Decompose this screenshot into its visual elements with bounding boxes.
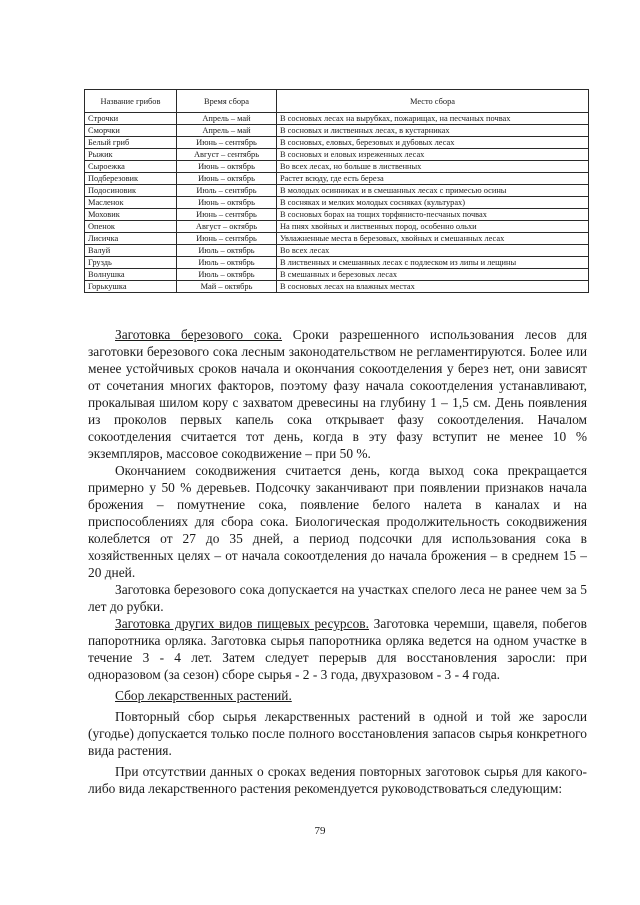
table-row xyxy=(85,245,589,257)
cell-harvest-place: На пнях хвойных и лиственных пород, особенно ольхи xyxy=(277,221,589,233)
cell-harvest-place: В сосновых и еловых изреженных лесах xyxy=(277,149,589,161)
cell-harvest-time: Июнь – октябрь xyxy=(177,161,277,173)
cell-mushroom-name: Лисичка xyxy=(85,233,177,245)
cell-harvest-time: Апрель – май xyxy=(177,125,277,137)
cell-harvest-time: Май – октябрь xyxy=(177,281,277,293)
cell-mushroom-name: Валуй xyxy=(85,245,177,257)
cell-harvest-place: В лиственных и смешанных лесах с подлеском из липы и лещины xyxy=(277,257,589,269)
table-row xyxy=(85,149,589,161)
cell-mushroom-name: Моховик xyxy=(85,209,177,221)
cell-harvest-time: Июнь – сентябрь xyxy=(177,209,277,221)
cell-mushroom-name: Горькушка xyxy=(85,281,177,293)
cell-mushroom-name: Подосиновик xyxy=(85,185,177,197)
table-row xyxy=(85,281,589,293)
table-row xyxy=(85,137,589,149)
section-birch-sap-paragraph-3: Заготовка березового сока допускается на участках спелого леса не ранее чем за 5 лет до рубки. xyxy=(88,582,587,614)
cell-harvest-time: Июнь – октябрь xyxy=(177,197,277,209)
table-row xyxy=(85,125,589,137)
header-time: Время сбора xyxy=(177,90,277,113)
table-row xyxy=(85,209,589,221)
cell-harvest-place: Во всех лесах, но больше в лиственных xyxy=(277,161,589,173)
paragraph-text: Заготовка черемши, щавеля, побегов папоротника орляка. Заготовка сырья папоротника орляка ведется на одном участке в течение 3 - 4 лет. Затем следует перерыв для восстановления заросли: при одноразовом (за сезон) сборе сырья - 2 - 3 года, двухразовом - 3 - 4 года. xyxy=(88,616,587,682)
cell-harvest-time: Август – октябрь xyxy=(177,221,277,233)
cell-harvest-place: В смешанных и березовых лесах xyxy=(277,269,589,281)
section-food-resources-paragraph xyxy=(88,615,587,683)
cell-harvest-time: Июнь – сентябрь xyxy=(177,233,277,245)
cell-harvest-place: В сосновых борах на тощих торфянисто-песчаных почвах xyxy=(277,209,589,221)
cell-mushroom-name: Белый гриб xyxy=(85,137,177,149)
cell-mushroom-name: Рыжик xyxy=(85,149,177,161)
cell-harvest-place: В сосновых лесах на вырубках, пожарищах, на песчаных почвах xyxy=(277,113,589,125)
table-row xyxy=(85,185,589,197)
table-row xyxy=(85,269,589,281)
cell-harvest-place: В сосновых лесах на влажных местах xyxy=(277,281,589,293)
cell-mushroom-name: Сыроежка xyxy=(85,161,177,173)
section-birch-sap-paragraph-1 xyxy=(88,326,587,462)
cell-harvest-place: В сосновых, еловых, березовых и дубовых лесах xyxy=(277,137,589,149)
cell-harvest-time: Июль – октябрь xyxy=(177,269,277,281)
section-birch-sap-paragraph-2: Окончанием сокодвижения считается день, когда выход сока прекращается примерно у 50 % деревьев. Подсочку заканчивают при появлении признаков начала брожения – помутнение сока, появление белого налета в каналах и на приспособлениях для сбора сока. Биологическая продолжительность сокодвижения колеблется от 27 до 35 дней, а период подсочки для использования сока в хозяйственных целях – от начала сокоотделения до начала брожения – в среднем 15 – 20 дней. xyxy=(88,463,587,580)
cell-mushroom-name: Волнушка xyxy=(85,269,177,281)
section-birch-sap-title: Заготовка березового сока. xyxy=(115,327,283,342)
cell-harvest-time: Июнь – сентябрь xyxy=(177,137,277,149)
table-row xyxy=(85,197,589,209)
cell-harvest-time: Июнь – октябрь xyxy=(177,173,277,185)
cell-mushroom-name: Строчки xyxy=(85,113,177,125)
table-header-row xyxy=(85,90,589,113)
cell-mushroom-name: Масленок xyxy=(85,197,177,209)
table-row xyxy=(85,221,589,233)
section-medicinal-paragraph-1: Повторный сбор сырья лекарственных растений в одной и той же заросли (угодье) допускается только после полного восстановления запасов сырья конкретного вида растения. xyxy=(88,709,587,758)
cell-mushroom-name: Опенок xyxy=(85,221,177,233)
cell-harvest-place: В сосновых и лиственных лесах, в кустарниках xyxy=(277,125,589,137)
cell-mushroom-name: Подберезовик xyxy=(85,173,177,185)
section-medicinal-title: Сбор лекарственных растений. xyxy=(115,688,292,703)
cell-mushroom-name: Сморчки xyxy=(85,125,177,137)
header-place: Место сбора xyxy=(277,90,589,113)
section-food-resources-title: Заготовка других видов пищевых ресурсов. xyxy=(115,616,369,631)
table-row xyxy=(85,173,589,185)
mushroom-table xyxy=(84,89,589,293)
cell-mushroom-name: Груздь xyxy=(85,257,177,269)
cell-harvest-time: Июль – октябрь xyxy=(177,257,277,269)
cell-harvest-time: Апрель – май xyxy=(177,113,277,125)
section-medicinal-paragraph-2: При отсутствии данных о сроках ведения повторных заготовок сырья для какого-либо вида лекарственного растения рекомендуется руководствоваться следующим: xyxy=(88,764,587,796)
cell-harvest-time: Июль – сентябрь xyxy=(177,185,277,197)
cell-harvest-place: Растет всюду, где есть береза xyxy=(277,173,589,185)
header-name: Название грибов xyxy=(85,90,177,113)
body-text xyxy=(88,326,587,797)
cell-harvest-place: Во всех лесах xyxy=(277,245,589,257)
paragraph-text: Сроки разрешенного использования лесов для заготовки березового сока лесным законодательством не регламентируются. Более или менее устойчивых сроков начала и окончания сокоотделения у берез нет, они зависят от сочетания многих факторов, поэтому фазу начала сокоотделения устанавливают, прокалывая шилом кору с захватом древесины на глубину 1 – 1,5 см. День появления из проколов первых капель сока открывает фазу сокоотделения. Началом сокоотделения считается тот день, когда в эту фазу вступит не менее 10 % экземпляров, массовое сокодвижение – при 50 %. xyxy=(88,327,587,461)
table-row xyxy=(85,257,589,269)
table-row xyxy=(85,113,589,125)
table-row xyxy=(85,233,589,245)
cell-harvest-place: В молодых осинниках и в смешанных лесах с примесью осины xyxy=(277,185,589,197)
cell-harvest-time: Август – сентябрь xyxy=(177,149,277,161)
cell-harvest-place: Увлажненные места в березовых, хвойных и смешанных лесах xyxy=(277,233,589,245)
cell-harvest-time: Июль – октябрь xyxy=(177,245,277,257)
section-medicinal-title-line xyxy=(88,687,587,704)
page-number: 79 xyxy=(314,825,326,837)
table-row xyxy=(85,161,589,173)
cell-harvest-place: В сосняках и мелких молодых сосняках (культурах) xyxy=(277,197,589,209)
